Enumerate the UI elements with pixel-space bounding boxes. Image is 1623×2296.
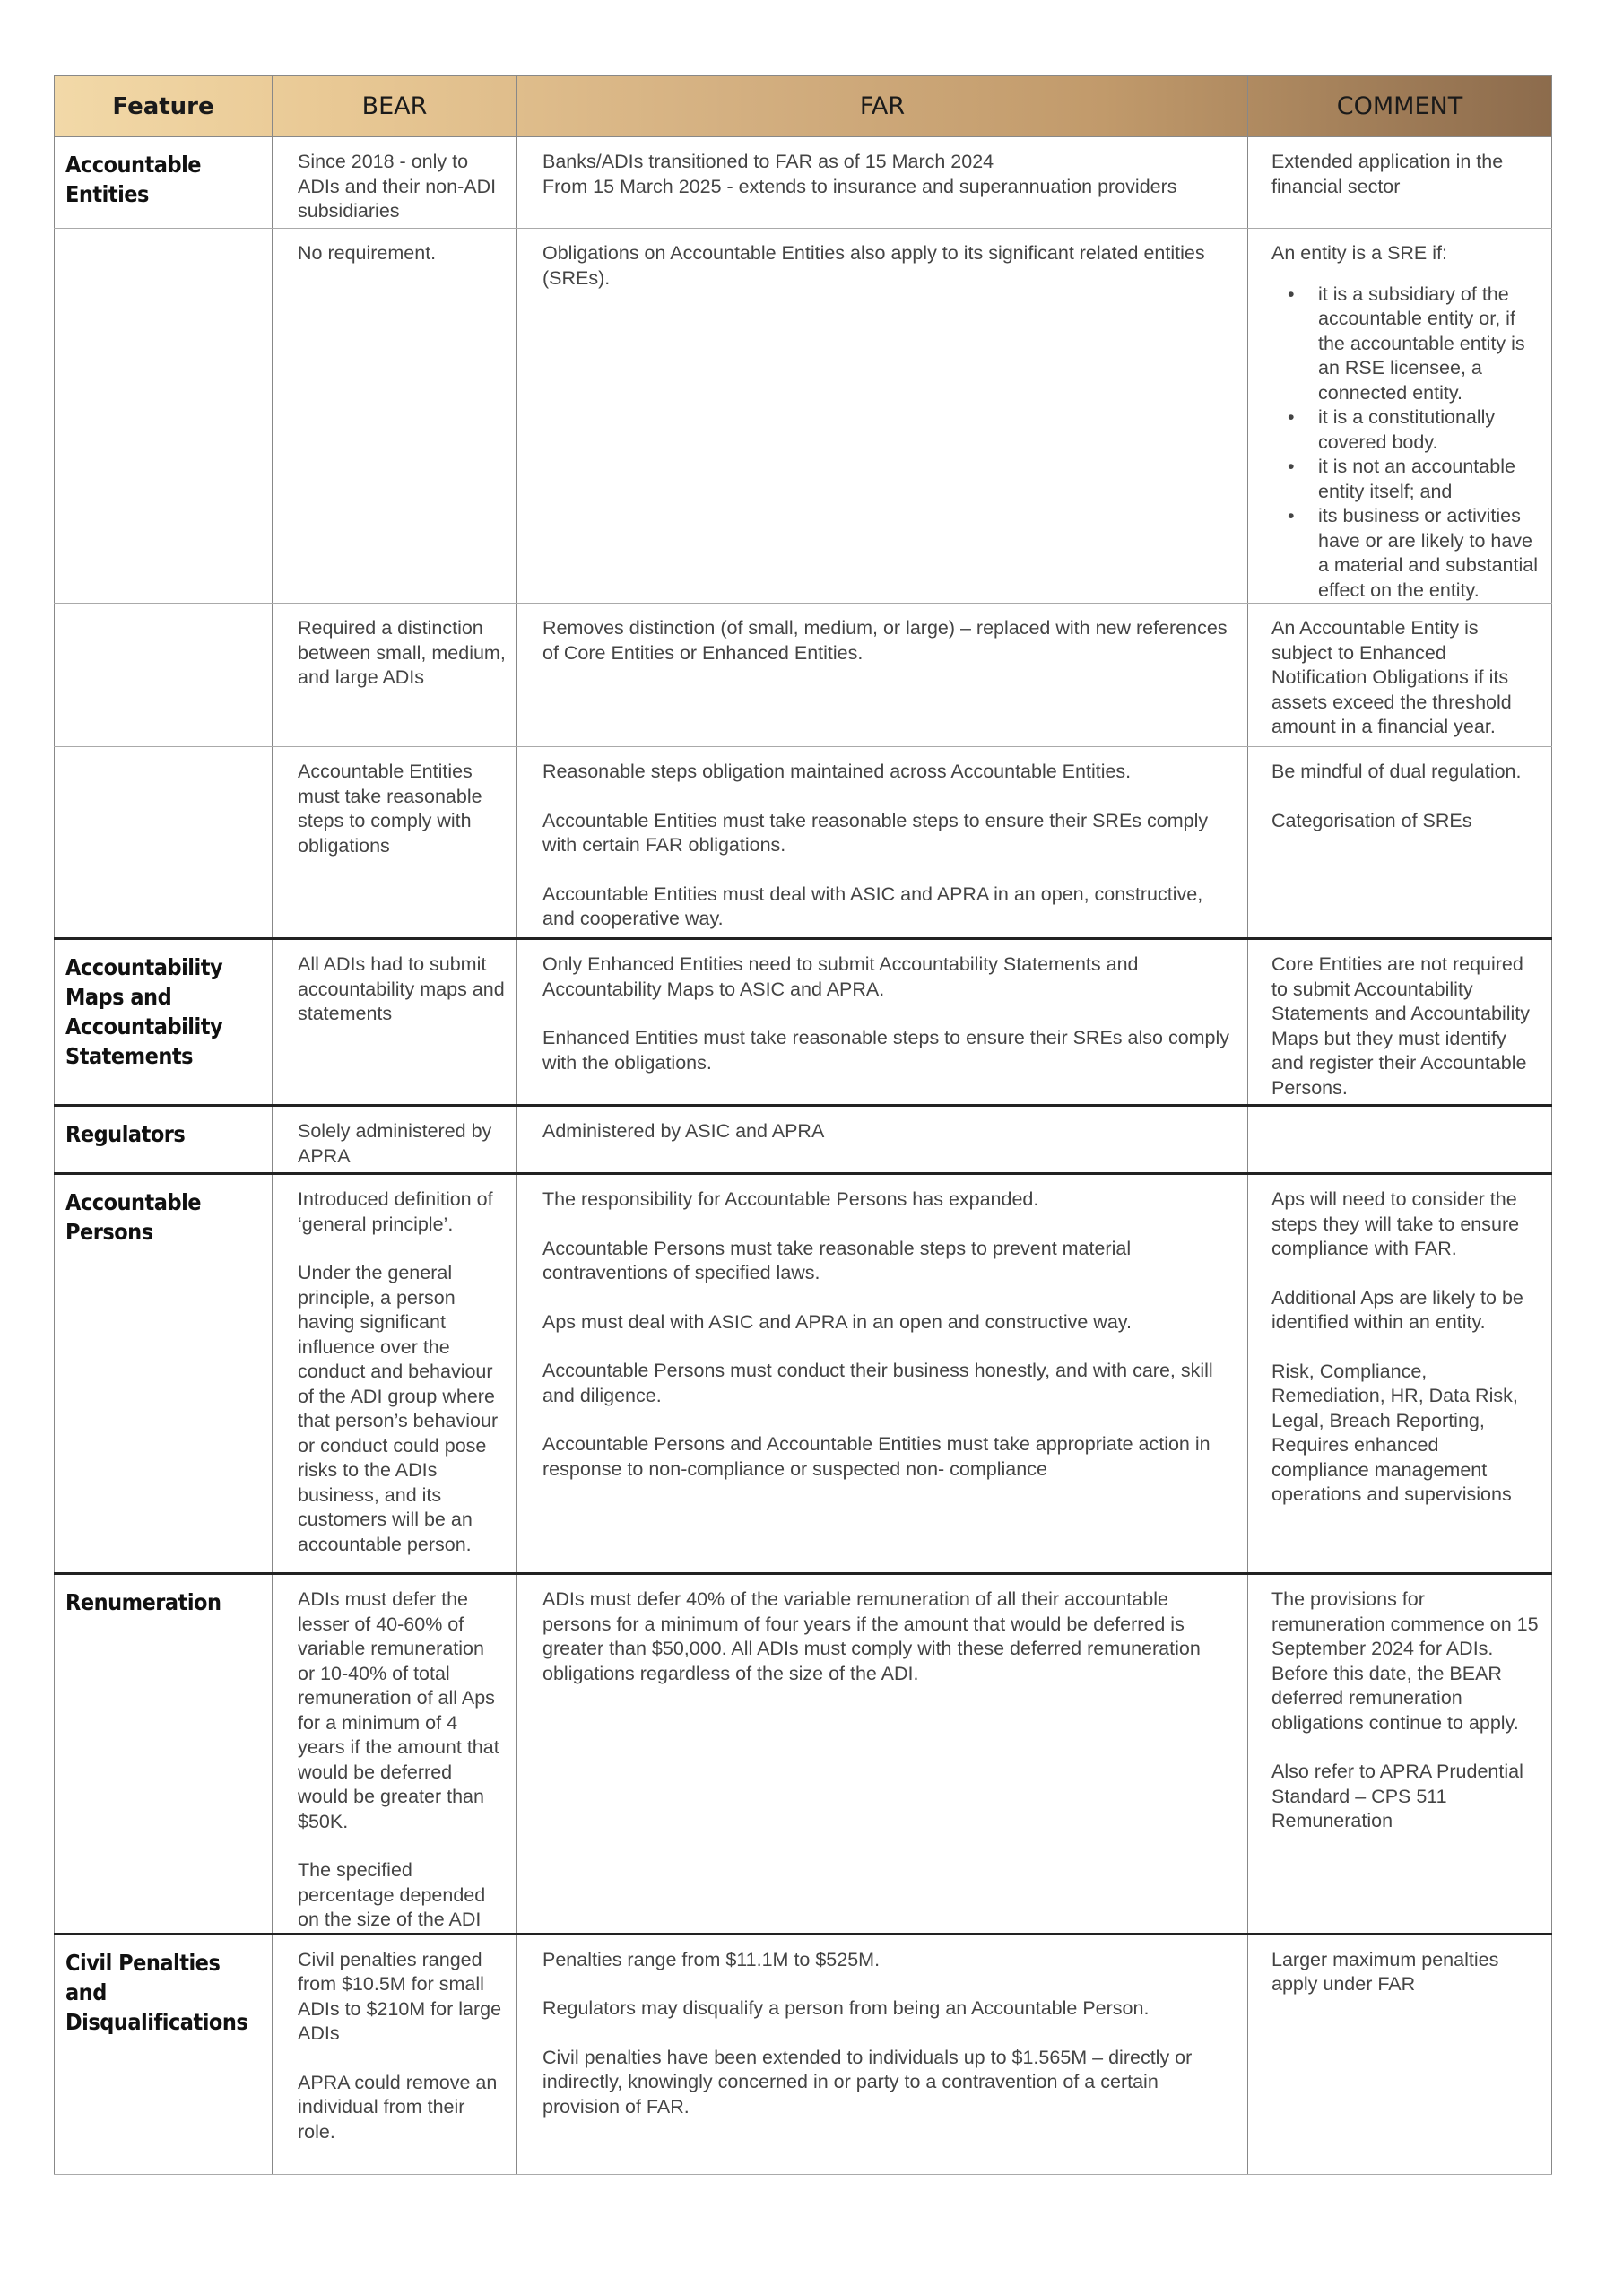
comment-cell [1248, 747, 1552, 939]
far-cell [517, 229, 1248, 604]
bear-paragraph: Required a distinction between small, medium, and large ADIs [298, 617, 506, 688]
comment-paragraph: Core Entities are not required to submit Accountability Statements and Accountability Maps but they must identify and register their Accountable Persons. [1271, 953, 1531, 1099]
table-row [55, 1574, 1552, 1935]
bear-cell [273, 1174, 517, 1574]
far-paragraph: Only Enhanced Entities need to submit Accountability Statements and Accountability Maps to ASIC and APRA. [542, 953, 1139, 1000]
far-paragraph: Enhanced Entities must take reasonable steps to ensure their SREs also comply with the obligations. [542, 1027, 1230, 1074]
far-paragraph: Administered by ASIC and APRA [542, 1120, 825, 1142]
far-cell [517, 747, 1248, 939]
comment-paragraph: The provisions for remuneration commence on 15 September 2024 for ADIs. Before this date, the BEAR deferred remuneration obligations continue to apply. [1271, 1588, 1539, 1734]
far-paragraph: Accountable Entities must deal with ASIC and APRA in an open, constructive, and cooperative way. [542, 883, 1203, 929]
bear-cell [273, 747, 517, 939]
bear-cell [273, 1106, 517, 1174]
list-item: • it is not an accountable entity itself; and [1318, 455, 1541, 504]
comment-paragraph: Extended application in the financial sector [1271, 151, 1504, 197]
feature-cell: Renumeration [55, 1574, 273, 1935]
comment-paragraph: Risk, Compliance, Remediation, HR, Data Risk, Legal, Breach Reporting, Requires enhanced compliance management operations and supervisions [1271, 1360, 1518, 1505]
bear-cell [273, 229, 517, 604]
header-far: FAR [517, 76, 1248, 137]
far-paragraph: Regulators may disqualify a person from being an Accountable Person. [542, 1997, 1150, 2019]
table-row [55, 939, 1552, 1106]
comment-paragraph: An Accountable Entity is subject to Enhanced Notification Obligations if its assets exceed the threshold amount in a financial year. [1271, 617, 1512, 737]
comment-cell [1248, 1934, 1552, 2174]
feature-cell: Accountability Maps and Accountability Statements [55, 939, 273, 1106]
table-row [55, 604, 1552, 747]
comment-cell [1248, 939, 1552, 1106]
comparison-page [54, 75, 1551, 2175]
comment-paragraph: Additional Aps are likely to be identified within an entity. [1271, 1286, 1523, 1333]
bear-paragraph: No requirement. [298, 242, 437, 264]
comment-cell [1248, 1106, 1552, 1174]
sre-criteria-list [1271, 283, 1541, 604]
feature-cell: Regulators [55, 1106, 273, 1174]
bear-paragraph: Accountable Entities must take reasonable steps to comply with obligations [298, 761, 482, 857]
comment-cell [1248, 1574, 1552, 1935]
table-row [55, 1934, 1552, 2174]
table-row [55, 137, 1552, 229]
bear-paragraph: Since 2018 - only to ADIs and their non-ADI subsidiaries [298, 151, 497, 222]
bear-cell [273, 1934, 517, 2174]
feature-cell: Civil Penalties and Disqualifications [55, 1934, 273, 2174]
comment-paragraph: Aps will need to consider the steps they will take to ensure compliance with FAR. [1271, 1188, 1520, 1259]
bear-cell [273, 1574, 517, 1935]
comment-cell [1248, 137, 1552, 229]
far-cell [517, 137, 1248, 229]
table-row [55, 747, 1552, 939]
comment-paragraph: Larger maximum penalties apply under FAR [1271, 1948, 1499, 1995]
list-item: • its business or activities have or are likely to have a material and substantial effect on the entity. [1318, 504, 1541, 603]
comment-paragraph: Also refer to APRA Prudential Standard – CPS 511 Remuneration [1271, 1761, 1523, 1831]
far-paragraph: Removes distinction (of small, medium, or large) – replaced with new references of Core Entities or Enhanced Entities. [542, 617, 1228, 664]
far-cell [517, 1106, 1248, 1174]
comment-paragraph: An entity is a SRE if: [1271, 242, 1447, 264]
comment-paragraph: Be mindful of dual regulation. [1271, 761, 1522, 782]
far-cell [517, 939, 1248, 1106]
far-cell [517, 1934, 1248, 2174]
far-paragraph: The responsibility for Accountable Persons has expanded. [542, 1188, 1039, 1210]
table-header-row [55, 76, 1552, 137]
comment-cell [1248, 604, 1552, 747]
bear-paragraph: All ADIs had to submit accountability maps and statements [298, 953, 505, 1024]
feature-cell [55, 604, 273, 747]
comment-cell [1248, 1174, 1552, 1574]
far-paragraph: Accountable Persons and Accountable Entities must take appropriate action in response to non-compliance or suspected non- compliance [542, 1433, 1211, 1480]
far-paragraph: Obligations on Accountable Entities also apply to its significant related entities (SREs). [542, 242, 1205, 289]
bear-paragraph: ADIs must defer the lesser of 40-60% of variable remuneration or 10-40% of total remuneration of all Aps for a minimum of 4 years if the amount that would be deferred would be greater than $50K. [298, 1588, 499, 1832]
far-paragraph: Aps must deal with ASIC and APRA in an open and constructive way. [542, 1310, 1132, 1333]
bear-cell [273, 939, 517, 1106]
header-feature: Feature [55, 76, 273, 137]
feature-cell [55, 747, 273, 939]
list-item: • it is a constitutionally covered body. [1318, 405, 1541, 455]
feature-cell: Accountable Persons [55, 1174, 273, 1574]
list-item: • it is a subsidiary of the accountable entity or, if the accountable entity is an RSE licensee, a connected entity. [1318, 283, 1541, 406]
header-bear: BEAR [273, 76, 517, 137]
bear-cell [273, 137, 517, 229]
far-paragraph: From 15 March 2025 - extends to insurance and superannuation providers [542, 175, 1177, 197]
bear-paragraph: Solely administered by APRA [298, 1120, 492, 1167]
far-paragraph: Accountable Persons must take reasonable steps to prevent material contraventions of specified laws. [542, 1237, 1132, 1283]
bear-paragraph: The specified percentage depended on the size of the ADI [298, 1859, 486, 1930]
feature-cell [55, 229, 273, 604]
far-paragraph: Penalties range from $11.1M to $525M. [542, 1948, 881, 1970]
far-paragraph: Civil penalties have been extended to individuals up to $1.565M – directly or indirectly, knowingly concerned in or party to a contravention of a certain provision of FAR. [542, 2046, 1193, 2118]
far-cell [517, 1574, 1248, 1935]
bear-paragraph: Under the general principle, a person having significant influence over the conduct and behaviour of the ADI group where that person’s behaviour or conduct could pose risks to the ADIs business, and its customers will be an accountable person. [298, 1262, 499, 1555]
far-paragraph: ADIs must defer 40% of the variable remuneration of all their accountable persons for a minimum of four years if the amount that would be deferred is greater than $50,000. All ADIs must comply with these deferred remuneration obligations regardless of the size of the ADI. [542, 1588, 1201, 1684]
table-row [55, 1106, 1552, 1174]
comment-paragraph: Categorisation of SREs [1271, 809, 1472, 831]
header-comment: COMMENT [1248, 76, 1552, 137]
far-paragraph: Banks/ADIs transitioned to FAR as of 15 March 2024 [542, 151, 994, 172]
far-paragraph: Reasonable steps obligation maintained across Accountable Entities. [542, 761, 1132, 782]
feature-cell: Accountable Entities [55, 137, 273, 229]
table-row [55, 1174, 1552, 1574]
far-paragraph: Accountable Entities must take reasonable steps to ensure their SREs comply with certain FAR obligations. [542, 809, 1209, 856]
far-paragraph: Accountable Persons must conduct their business honestly, and with care, skill and diligence. [542, 1360, 1213, 1406]
bear-cell [273, 604, 517, 747]
far-cell [517, 604, 1248, 747]
bear-paragraph: Introduced definition of ‘general principle’. [298, 1188, 493, 1235]
bear-far-comparison-table [54, 75, 1552, 2175]
comment-cell [1248, 229, 1552, 604]
bear-paragraph: Civil penalties ranged from $10.5M for small ADIs to $210M for large ADIs [298, 1948, 502, 2044]
bear-paragraph: APRA could remove an individual from their role. [298, 2071, 498, 2143]
table-row [55, 229, 1552, 604]
far-cell [517, 1174, 1248, 1574]
